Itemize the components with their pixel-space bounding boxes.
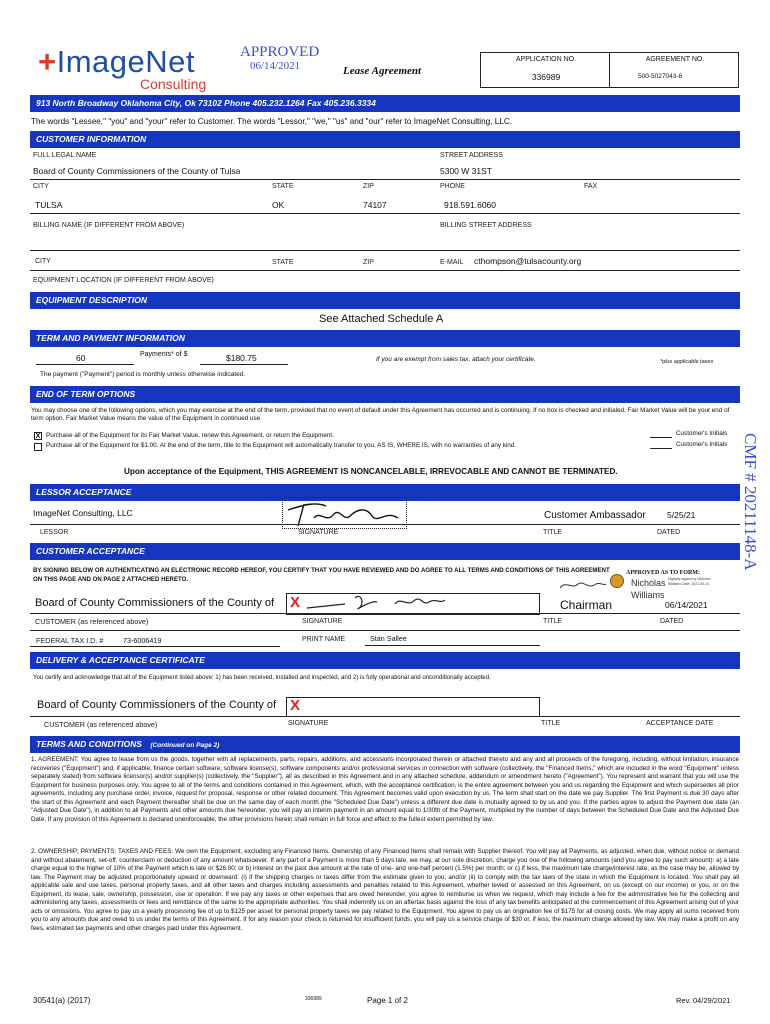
divider	[30, 179, 740, 180]
billing-city-label: CITY	[35, 258, 51, 265]
email-label: E-MAIL	[440, 259, 464, 266]
approver-name-1: Nicholas	[631, 578, 666, 588]
approved-stamp-date: 06/14/2021	[250, 60, 301, 72]
full-legal-name-label: FULL LEGAL NAME	[33, 152, 97, 159]
city-value[interactable]: TULSA	[35, 200, 63, 210]
terms-paragraph-1: 1. AGREEMENT: You agree to lease from us the goods, together with all replacements, parts, repairs, additions, and accessions incorporated therein or attached thereto and any and all proceeds of the foregoing, including, without limitation, insurance recoveries ("Equipment") and, if applicable, finance certain software, software license(s), software components and/or professional services in connection with software (collectively, the "Financed Items," which are included in the word "Equipment" unless separately stated) from software licensor(s) and/or supplier(s) (collectively, the "Supplier"), all as described in this Agreement and in any attached schedule, addendum or amendment hereto ("Agreement"). You represent and warrant that you will use the Equipment for business purposes only. You agree to all of the terms and conditions contained in this Agreement, which, with the acceptance certification, is the entire agreement between you and us regarding the Equipment and which supersedes all prior agreements, including any purchase order, invoice, request for proposal, response or other related document. This Agreement becomes valid upon execution by us. The term shall start on the date we pay Supplier. The first Payment is due 30 days after the start of this Agreement and each Payment thereafter shall be due on the same day of each month (the "Scheduled Due Date") unless a different due date is mutually agreed to by us and you. If the parties agree to adjust the Payment due date (an "Adjusted Due Date"), in addition to all Payments and other amounts due hereunder, you will pay an interim payment in an amount equal to 1/30th of the Payment, multiplied by the number of days between the Scheduled Due Date and the Adjusted Due Date. If any provision of this Agreement is declared unenforceable, the other provisions herein shall remain in full force and effect to the fullest extent permitted by law.	[31, 756, 739, 823]
terms-paragraph-2: 2. OWNERSHIP; PAYMENTS; TAXES AND FEES: We own the Equipment, excluding any Financed Items. Ownership of any Financed Items shall remain with Supplier thereof. You will pay all Payments, as adjusted, when due, without notice or demand and without abatement, set-off, counterclaim or deduction of any amount whatsoever. If any part of a Payment is more than 5 days late, we may, at our sole discretion, charge you one of the following amounts (and you agree to pay such amount): a) a late charge equal to the higher of 10% of the Payment which is late or $26.00; or b) interest on the past due amount at the rate of one- and one-half percent (1.5%) per month; or c) if less, the maximum late charge/interest rate, as the case may be, allowed by law. The Payment may be adjusted proportionately upward or downward: (i) if the shipping charges or taxes differ from the estimate given to you; and/or (ii) to comply with the tax laws of the state in which the Equipment is located. You shall pay all applicable sale and use taxes, personal property taxes, and all other taxes and charges including assessments and penalties related to this Agreement, whether levied or assessed on this Agreement, on us (except on our income) or you, or on the Equipment, its lease, sale, ownership, possession, use or operation. If we pay any taxes or other expenses that are owed hereunder, you agree to reimburse us when we request, which may include a fee for the administrative fee for the collecting and administering any taxes, assessments or fees and remittance of the same to the appropriate authorities. You shall indemnify us on an aftertax basis against the loss of any tax benefits anticipated at the commencement of this Agreement arising out of your acts or omissions. You agree to pay us a yearly processing fee of up to $125 per asset for personal property taxes we pay related to the Equipment. You agree to pay us an origination fee of $175 for all closing costs. We may apply all sums received from you to any amounts due and owed to us under the terms of this Agreement. If for any reason your check is returned for insufficient funds, you will pay us a service charge of $30 or, if less, the maximum charge allowed by law. We may make a profit on any fees, estimated tax payments and other charges paid under this Agreement.	[31, 848, 739, 932]
approved-stamp: APPROVED	[240, 44, 320, 60]
lessor-signature-label: SIGNATURE	[298, 529, 339, 536]
customer-signature-field[interactable]	[286, 593, 540, 615]
print-name-value: Stan Sallee	[370, 634, 407, 643]
lessor-title-value: Customer Ambassador	[544, 510, 646, 521]
terms-title: TERMS AND CONDITIONS	[36, 739, 142, 749]
state-value[interactable]: OK	[272, 200, 285, 210]
imagenet-logo: +ImageNet	[38, 44, 196, 79]
divider	[30, 213, 740, 214]
delivery-sign-x: X	[290, 697, 301, 714]
zip-value[interactable]: 74107	[363, 200, 387, 210]
application-no-value: 336989	[531, 72, 561, 82]
divider	[30, 630, 740, 631]
option1-text: Purchase all of the Equipment for its Fair Market Value, renew this Agreement, or return the Equipment.	[46, 432, 334, 439]
city-label: CITY	[33, 183, 49, 190]
delivery-customer-name: Board of County Commissioners of the County of	[37, 699, 277, 711]
lessor-dated-label: DATED	[657, 529, 681, 536]
divider	[30, 270, 740, 271]
agreement-no-box	[609, 52, 739, 88]
intro-text: The words "Lessee," "you" and "your" refer to Customer. The words "Lessor," "we," "us" and "our" refer to ImageNet Consulting, LLC.	[31, 117, 513, 126]
end-of-term-intro: You may choose one of the following options, which you may exercise at the end of the term, provided that no event of default under this Agreement has occurred and is continuing. If no box is checked and initialed, Fair Market Value will be your end of term option. Fair Market Value means the value of the Equipment in continued use.	[31, 407, 730, 422]
delivery-signature-field[interactable]	[286, 697, 540, 717]
terms-continued: (Continued on Page 2)	[150, 742, 220, 749]
page-number: Page 1 of 2	[367, 996, 408, 1005]
option2-checkbox[interactable]	[34, 443, 42, 451]
divider	[30, 716, 740, 717]
tax-id-value: 73-6006419	[123, 636, 162, 645]
term-months-line	[36, 364, 134, 365]
print-name-label: PRINT NAME	[302, 636, 346, 643]
approver-name-2: Williams	[631, 590, 665, 600]
footer-application-no: 336989	[305, 996, 322, 1002]
customer-label: CUSTOMER (as referenced above)	[35, 617, 149, 626]
tax-id-line	[30, 646, 280, 647]
email-value[interactable]: cthompson@tulsacounty.org	[474, 256, 582, 266]
document-title: Lease Agreement	[343, 65, 422, 77]
logo-subtitle: Consulting	[140, 76, 207, 92]
application-no-label: APPLICATION NO.	[515, 56, 577, 63]
print-name-line	[365, 645, 540, 646]
delivery-title-label: TITLE	[541, 720, 561, 727]
customer-title-value: Chairman	[560, 598, 613, 612]
digital-signature-note: Digitally signed by Nicholas Williams Date: 2021.06.14	[668, 577, 711, 586]
lessor-title-label: TITLE	[543, 529, 563, 536]
county-counsel-signature	[558, 578, 608, 594]
state-label: STATE	[272, 183, 294, 190]
phone-value[interactable]: 918.591.6060	[444, 200, 496, 210]
payments-label: Payments* of $	[140, 351, 188, 358]
delivery-acceptance-header: DELIVERY & ACCEPTANCE CERTIFICATE	[30, 652, 740, 669]
plus-taxes-note: *plus applicable taxes	[660, 359, 714, 365]
customer-name-value: Board of County Commissioners of the County of	[35, 597, 275, 609]
payment-amount-value[interactable]: $180.75	[226, 353, 257, 363]
customer-info-header: CUSTOMER INFORMATION	[30, 131, 740, 148]
equipment-location-label: EQUIPMENT LOCATION (IF DIFFERENT FROM ABOVE)	[33, 277, 214, 284]
lessor-acceptance-header: LESSOR ACCEPTANCE	[30, 484, 740, 501]
divider	[30, 613, 740, 614]
divider	[30, 250, 740, 251]
equipment-description-value: See Attached Schedule A	[319, 313, 444, 325]
county-seal-icon	[610, 574, 624, 588]
application-no-box	[480, 52, 610, 88]
terms-header	[30, 736, 740, 753]
delivery-statement: You certify and acknowledge that all of the Equipment listed above: 1) has been received, installed and inspected, and 2) is fully operational and unconditionally accepted.	[33, 674, 491, 681]
fax-label: FAX	[584, 183, 598, 190]
payment-amount-line	[200, 364, 288, 365]
customer-acceptance-header: CUSTOMER ACCEPTANCE	[30, 543, 740, 560]
customer-dated-label: DATED	[660, 618, 684, 625]
billing-zip-label: ZIP	[363, 259, 374, 266]
address-bar: 913 North Broadway Oklahoma City, Ok 73102 Phone 405.232.1264 Fax 405.236.3334	[30, 95, 740, 112]
phone-label: PHONE	[440, 183, 465, 190]
full-legal-name-value[interactable]: Board of County Commissioners of the County of Tulsa	[33, 166, 241, 176]
customer-signature-label: SIGNATURE	[302, 618, 343, 625]
street-address-label: STREET ADDRESS	[440, 152, 503, 159]
option1-checkbox[interactable]: X	[35, 433, 41, 440]
customer-title-label: TITLE	[543, 618, 563, 625]
divider	[30, 524, 740, 525]
initials-label-2: Customer's Initials	[676, 441, 728, 448]
initials-line-2[interactable]	[650, 448, 672, 449]
billing-name-label: BILLING NAME (IF DIFFERENT FROM ABOVE)	[33, 222, 185, 229]
delivery-signature-label: SIGNATURE	[288, 720, 329, 727]
term-payment-header: TERM AND PAYMENT INFORMATION	[30, 330, 740, 347]
street-address-value[interactable]: 5300 W 31ST	[440, 166, 492, 176]
tax-exempt-note: If you are exempt from sales tax, attach your certificate.	[376, 356, 536, 363]
agreement-no-label: AGREEMENT NO.	[645, 56, 705, 63]
approved-as-to-form: APPROVED AS TO FORM:	[626, 570, 700, 576]
customer-date-value: 06/14/2021	[665, 600, 708, 610]
equipment-description-header: EQUIPMENT DESCRIPTION	[30, 292, 740, 309]
customer-sign-x: X	[290, 594, 301, 611]
delivery-customer-label: CUSTOMER (as referenced above)	[44, 720, 158, 729]
payment-period-note: The payment ("Payment") period is monthly unless otherwise indicated.	[40, 371, 246, 378]
initials-line-1[interactable]	[650, 437, 672, 438]
lessor-name-value: ImageNet Consulting, LLC	[33, 508, 133, 518]
revision-date: Rev. 04/29/2021	[676, 996, 731, 1005]
noncancelable-notice: Upon acceptance of the Equipment, THIS AGREEMENT IS NONCANCELABLE, IRREVOCABLE AND CANNOT BE TERMINATED.	[124, 467, 618, 476]
county-counsel-signature-scribble	[558, 578, 608, 592]
billing-state-label: STATE	[272, 259, 294, 266]
initials-label-1: Customer's Initials	[676, 430, 728, 437]
billing-street-label: BILLING STREET ADDRESS	[440, 222, 532, 229]
term-months-value[interactable]: 60	[76, 353, 86, 363]
zip-label: ZIP	[363, 183, 374, 190]
lessor-date-value: 5/25/21	[667, 510, 696, 520]
lessor-label: LESSOR	[40, 529, 69, 536]
acceptance-date-label: ACCEPTANCE DATE	[646, 720, 714, 727]
customer-acceptance-statement: BY SIGNING BELOW OR AUTHENTICATING AN ELECTRONIC RECORD HEREOF, YOU CERTIFY THAT YOU HAVE REVIEWED AND DO AGREE TO ALL TERMS AND CONDITIONS OF THIS AGREEMENT ON THIS PAGE AND ON PAGE 2 ATTACHED HERETO.	[33, 567, 610, 583]
end-of-term-header: END OF TERM OPTIONS	[30, 386, 740, 403]
agreement-no-value: 500-5027043-6	[638, 73, 683, 80]
cmf-side-stamp: CMF # 20211148-A	[741, 433, 760, 571]
form-number: 30541(a) (2017)	[33, 996, 91, 1005]
tax-id-label: FEDERAL TAX I.D. #	[36, 636, 104, 645]
option2-text: Purchase all of the Equipment for $1.00. At the end of the term, title to the Equipment will automatically transfer to you, AS IS, WHERE IS, with no warranties of any kind.	[46, 442, 517, 449]
